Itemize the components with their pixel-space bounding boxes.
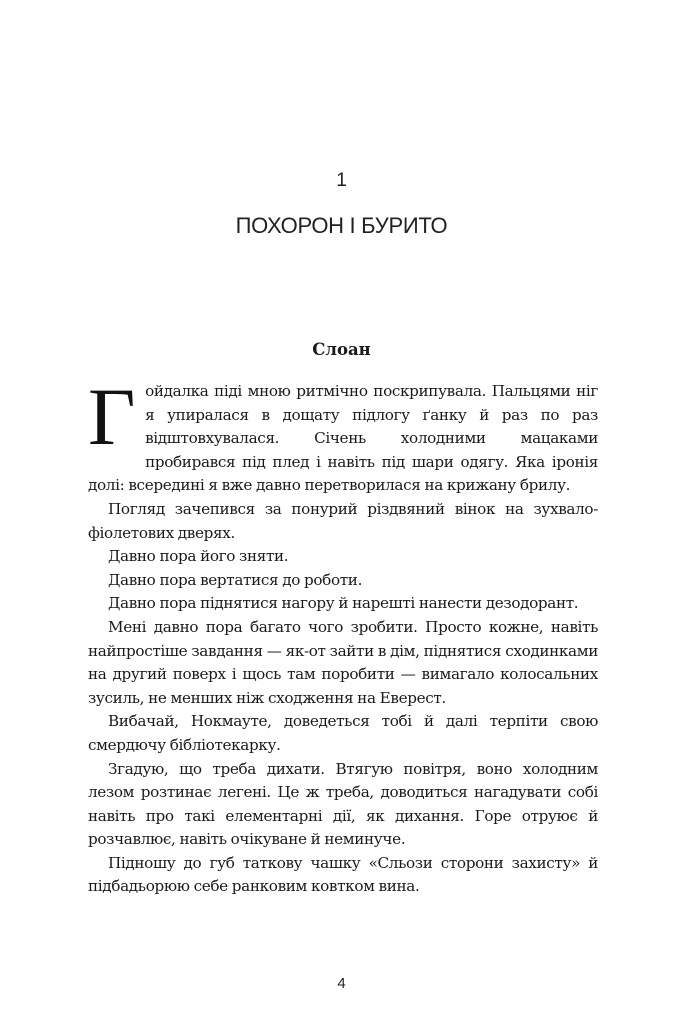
paragraph: Мені давно пора багато чого зробити. Просто кожне, навіть найпростіше завдання — як-от зайти в дім, піднятися сходинками на другий поверх і щось там поробити — вимагало колосальних зусиль, не менших ніж сходження на Еверест. xyxy=(88,617,598,707)
body-text xyxy=(88,371,598,899)
chapter-title: ПОХОРОН І БУРИТО xyxy=(235,213,448,238)
paragraph: Давно пора піднятися нагору й нарешті нанести дезодорант. xyxy=(108,594,579,613)
paragraph: Давно пора вертатися до роботи. xyxy=(108,570,363,589)
paragraph: Погляд зачепився за понурий різдвяний вінок на зухвало-фіолетових дверях. xyxy=(88,499,598,542)
section-heading: Слоан xyxy=(312,340,371,359)
paragraph xyxy=(88,371,598,498)
paragraph-text: ойдалка піді мною ритмічно поскрипувала. Пальцями ніг я упиралася в дощату підлогу ґанку й раз по раз відштовхувалася. Січень холодними мацаками пробирався під плед і навіть під шари одягу. Яка іронія долі: всередині я вже давно перетворилася на крижану брилу. xyxy=(88,382,598,495)
page-number: 4 xyxy=(337,975,346,992)
chapter-number: 1 xyxy=(336,170,347,191)
drop-cap: Г xyxy=(88,371,136,462)
paragraph: Підношу до губ таткову чашку «Сльози сторони захисту» й підбадьорюю себе ранковим ковтком вина. xyxy=(88,853,598,896)
paragraph: Вибачай, Нокмауте, доведеться тобі й далі терпіти свою смердючу бібліотекарку. xyxy=(88,712,598,754)
paragraph: Давно пора його зняти. xyxy=(108,547,289,566)
paragraph: Згадую, що треба дихати. Втягую повітря, воно холодним лезом розтинає легені. Це ж треба, доводиться нагадувати собі навіть про такі елементарні дії, як дихання. Горе отруює й розчавлює, навіть очікуване й неминуче. xyxy=(88,759,598,849)
